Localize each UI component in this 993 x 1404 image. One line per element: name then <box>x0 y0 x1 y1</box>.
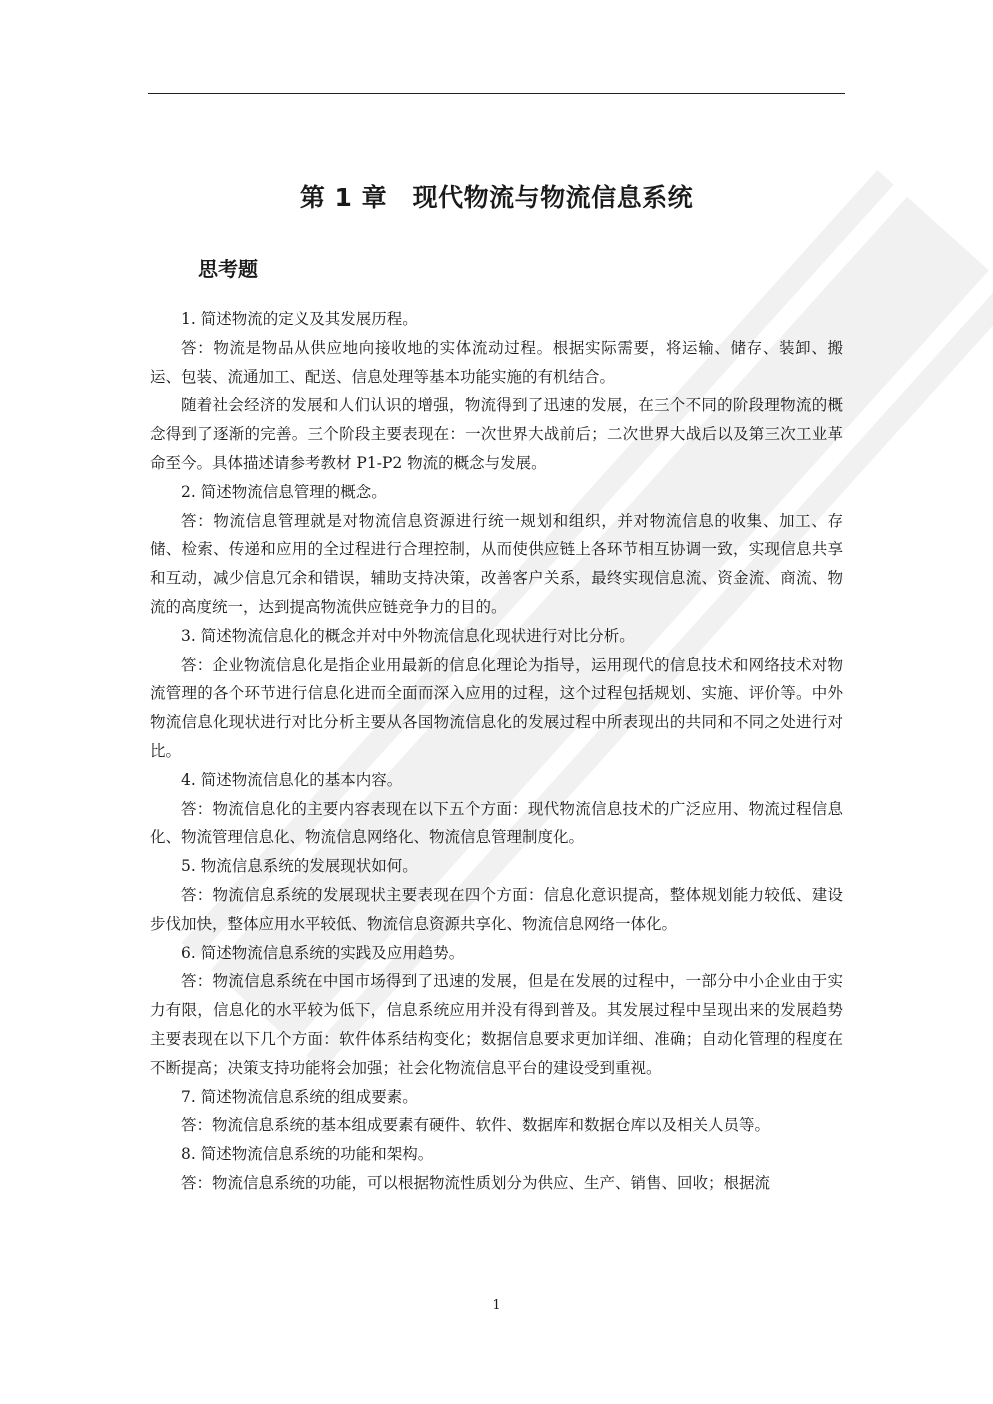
question-paragraph: 4. 简述物流信息化的基本内容。 <box>181 770 403 789</box>
answer-paragraph: 答：物流是物品从供应地向接收地的实体流动过程。根据实际需要，将运输、储存、装卸、搬运、包装、流通加工、配送、信息处理等基本功能实施的有机结合。 <box>150 338 843 386</box>
question-paragraph: 7. 简述物流信息系统的组成要素。 <box>181 1087 418 1106</box>
section-heading: 思考题 <box>198 257 258 281</box>
answer-paragraph: 答：物流信息系统在中国市场得到了迅速的发展，但是在发展的过程中，一部分中小企业由于实力有限，信息化的水平较为低下，信息系统应用并没有得到普及。其发展过程中呈现出来的发展趋势主要表现在以下几个方面：软件体系结构变化；数据信息要求更加详细、准确；自动化管理的程度在不断提高；决策支持功能将会加强；社会化物流信息平台的建设受到重视。 <box>150 972 843 1077</box>
answer-paragraph: 答：企业物流信息化是指企业用最新的信息化理论为指导，运用现代的信息技术和网络技术对物流管理的各个环节进行信息化进而全面而深入应用的过程，这个过程包括规划、实施、评价等。中外物流信息化现状进行对比分析主要从各国物流信息化的发展过程中所表现出的共同和不同之处进行对比。 <box>150 655 843 760</box>
question-paragraph: 5. 物流信息系统的发展现状如何。 <box>181 857 418 876</box>
answer-paragraph: 随着社会经济的发展和人们认识的增强，物流得到了迅速的发展，在三个不同的阶段理物流的概念得到了逐渐的完善。三个阶段主要表现在：一次世界大战前后；二次世界大战后以及第三次工业革命至今。具体描述请参考教材 P1-P2 物流的概念与发展。 <box>150 396 843 472</box>
question-paragraph: 8. 简述物流信息系统的功能和架构。 <box>181 1145 434 1164</box>
question-paragraph: 1. 简述物流的定义及其发展历程。 <box>181 310 418 328</box>
answer-paragraph: 答：物流信息化的主要内容表现在以下五个方面：现代物流信息技术的广泛应用、物流过程信息化、物流管理信息化、物流信息网络化、物流信息管理制度化。 <box>150 799 843 847</box>
page-number: 1 <box>492 1298 501 1313</box>
header-rule <box>148 93 845 94</box>
answer-paragraph: 答：物流信息系统的功能，可以根据物流性质划分为供应、生产、销售、回收；根据流 <box>181 1173 771 1192</box>
body-text <box>150 305 843 1198</box>
question-paragraph: 3. 简述物流信息化的概念并对中外物流信息化现状进行对比分析。 <box>181 626 635 645</box>
chapter-title: 第 1 章 现代物流与物流信息系统 <box>299 183 694 212</box>
question-paragraph: 6. 简述物流信息系统的实践及应用趋势。 <box>181 943 465 962</box>
answer-paragraph: 答：物流信息管理就是对物流信息资源进行统一规划和组织，并对物流信息的收集、加工、存储、检索、传递和应用的全过程进行合理控制，从而使供应链上各环节相互协调一致，实现信息共享和互动，减少信息冗余和错误，辅助支持决策，改善客户关系，最终实现信息流、资金流、商流、物流的高度统一，达到提高物流供应链竞争力的目的。 <box>150 511 843 616</box>
answer-paragraph: 答：物流信息系统的发展现状主要表现在四个方面：信息化意识提高，整体规划能力较低、建设步伐加快，整体应用水平较低、物流信息资源共享化、物流信息网络一体化。 <box>150 885 843 933</box>
answer-paragraph: 答：物流信息系统的基本组成要素有硬件、软件、数据库和数据仓库以及相关人员等。 <box>181 1116 771 1135</box>
question-paragraph: 2. 简述物流信息管理的概念。 <box>181 482 387 501</box>
